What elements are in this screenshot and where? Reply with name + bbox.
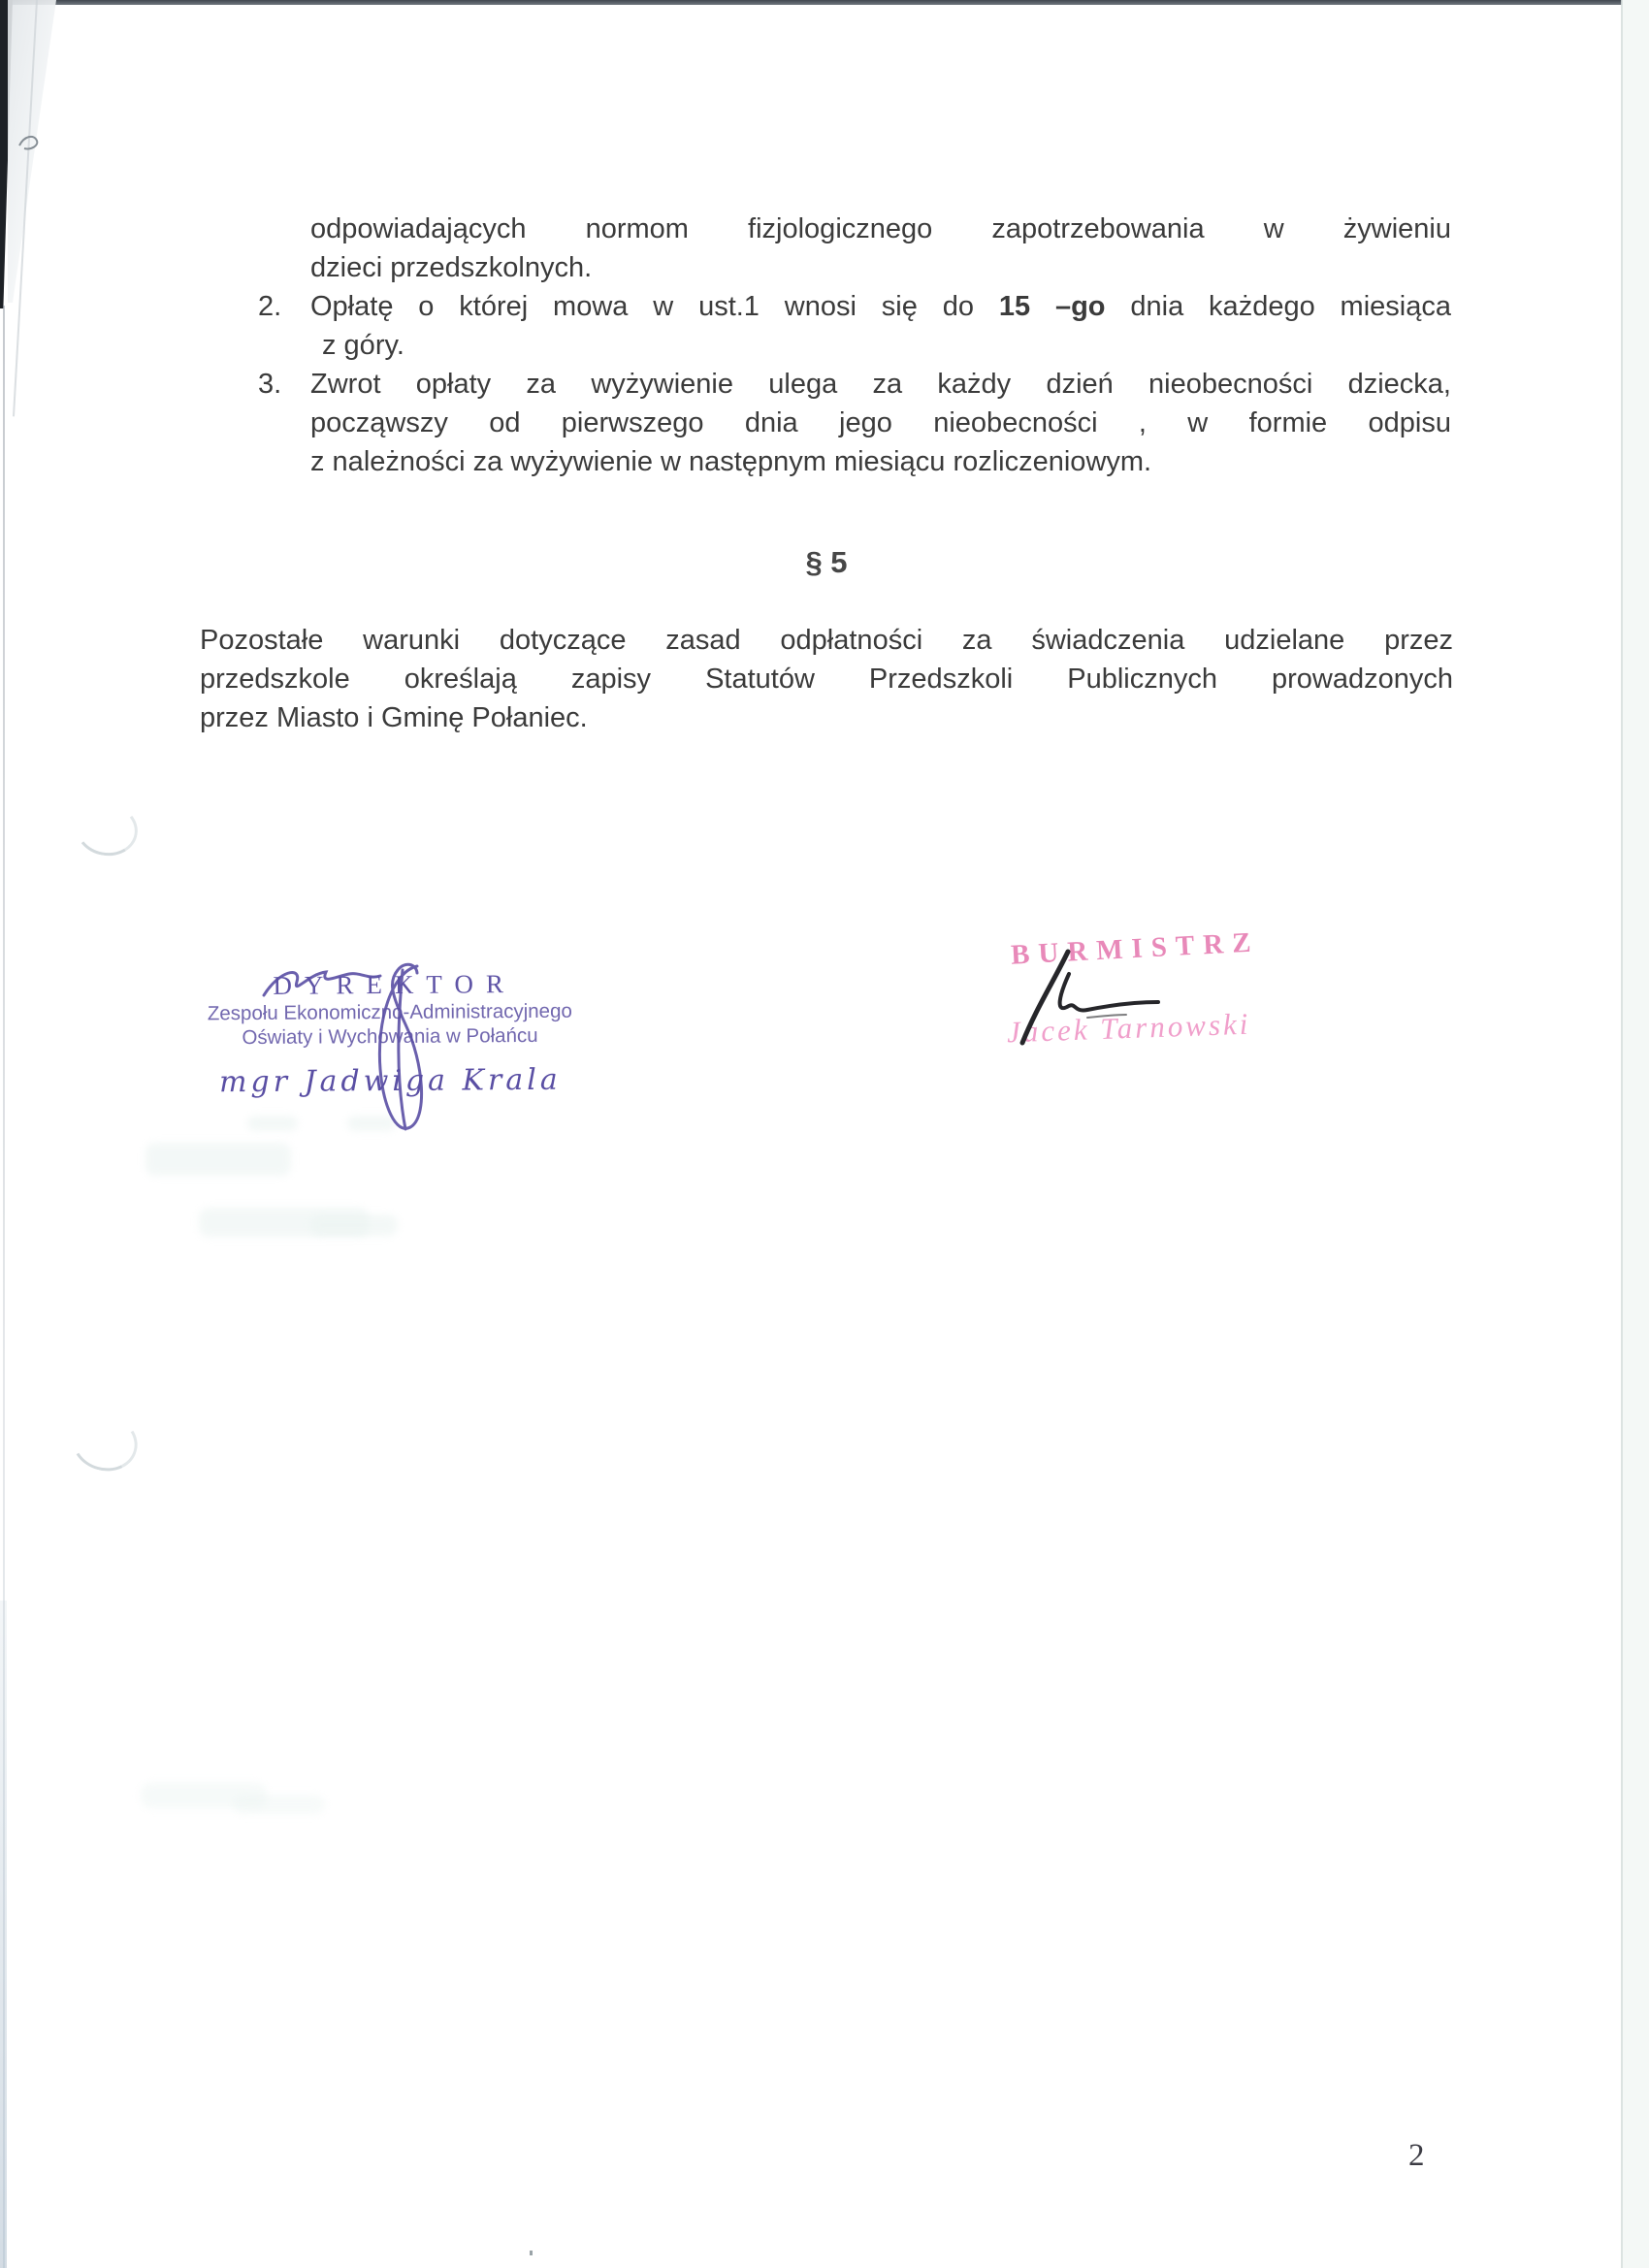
page-number: 2 [1408,2138,1425,2173]
director-stamp-org-line-2: Oświaty i Wychowania w Połańcu [242,1023,538,1050]
list-item-2-line-1 [310,287,1451,326]
ink-bleed-ghost [347,1116,396,1131]
scan-speck [530,2251,533,2255]
paper-curl-mark [65,1407,144,1478]
ink-bleed-ghost [146,1143,291,1176]
ink-bleed-ghost [247,1116,298,1131]
director-stamp-name: mgr Jadwiga Krala [218,1062,562,1100]
closing-paragraph-line-2: przedszkole określają zapisy Statutów Przedszkoli Publicznych prowadzonych [200,664,1453,695]
list-item-3-line-3: z należności za wyżywienie w następnym miesiącu rozliczeniowym. [310,446,1152,477]
closing-paragraph-line-3: przez Miasto i Gminę Połaniec. [200,702,588,733]
director-stamp-title: DYREKTOR [273,969,516,1000]
list-item-2-line-1-rest: dnia każdego miesiąca [1130,291,1451,322]
list-item-1-line-2: dzieci przedszkolnych. [310,252,593,283]
closing-paragraph-line-1: Pozostałe warunki dotyczące zasad odpłatności za świadczenia udzielane przez [200,625,1453,656]
scanner-background-band [1623,0,1649,2268]
scan-top-edge-shadow [0,0,1622,5]
ink-bleed-ghost [233,1795,325,1814]
paper-left-bottom-shade [0,1601,7,2268]
list-item-1-line-1: odpowiadających normom fizjologicznego zapotrzebowania w żywieniu [310,213,1451,244]
list-item-3-number: 3. [258,369,282,400]
mayor-stamp-name: Jacek Tarnowski [1006,1006,1251,1050]
list-item-2-line-1-text: Opłatę o której mowa w ust.1 wnosi się do [310,291,974,322]
list-item-2-line-2: z góry. [322,330,404,361]
list-item-3-line-2: począwszy od pierwszego dnia jego nieobecności , w formie odpisu [310,407,1451,438]
list-item-2-number: 2. [258,291,282,322]
paper-curl-mark [72,798,142,860]
director-stamp-org-line-1: Zespołu Ekonomiczno-Administracyjnego [207,999,572,1025]
mayor-stamp-title: BURMISTRZ [1010,926,1261,971]
section-heading: § 5 [805,545,848,579]
mayor-signature-stroke-hook [1060,974,1158,1010]
list-item-2-line-1-bold: 15 –go [998,291,1106,322]
director-stamp [206,969,575,1100]
list-item-3-line-1: Zwrot opłaty za wyżywienie ulega za każdy dzień nieobecności dziecka, [310,369,1451,400]
paper-corner-fold [8,0,56,303]
ink-bleed-ghost [310,1215,398,1236]
